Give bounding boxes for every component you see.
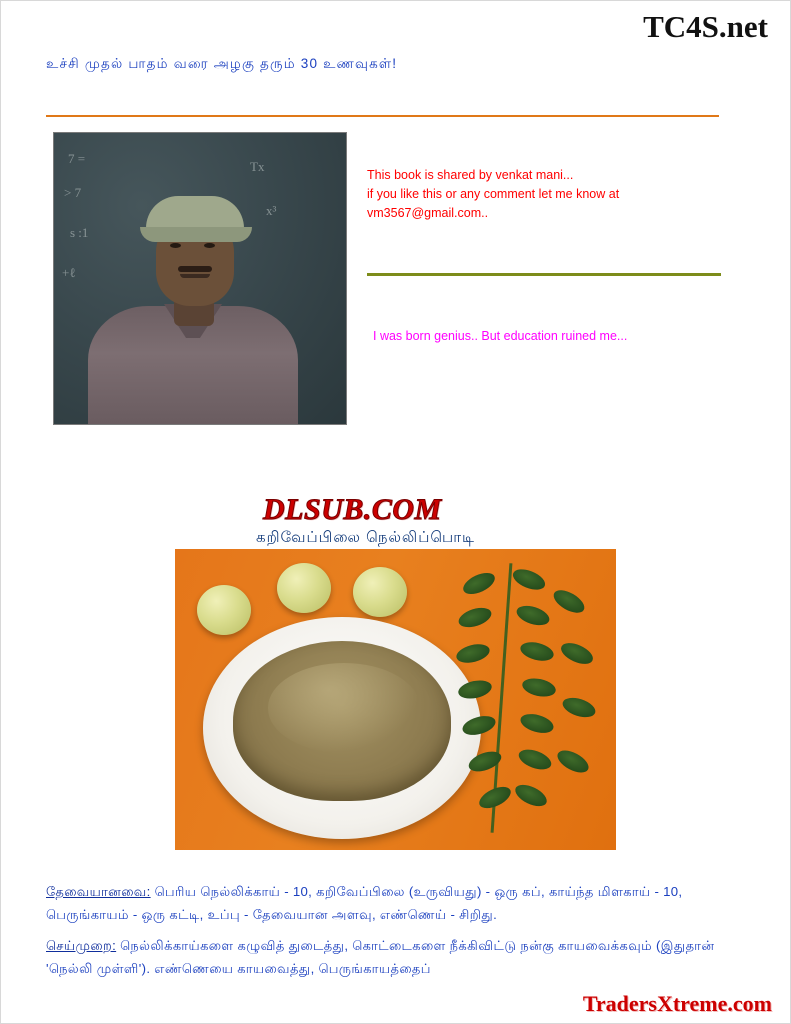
watermark-dlsub: DLSUB.COM — [263, 493, 442, 526]
eye-right — [204, 243, 215, 248]
curry-leaf-sprig — [456, 549, 616, 850]
share-note-line-1: This book is shared by venkat mani... — [367, 168, 574, 182]
recipe-photo — [175, 549, 616, 850]
leaf — [460, 713, 497, 739]
divider-orange — [46, 115, 719, 117]
cap-brim — [140, 227, 252, 242]
method-paragraph — [46, 934, 746, 980]
share-note — [367, 166, 619, 223]
quote-text: I was born genius.. But education ruined me... — [373, 329, 628, 343]
mouth — [180, 274, 210, 278]
divider-olive — [367, 273, 721, 276]
leaf — [550, 586, 588, 618]
gooseberry-1 — [197, 585, 251, 635]
leaf — [518, 711, 555, 737]
chalk-text-4: +ℓ — [62, 265, 76, 280]
portrait-photo — [53, 132, 347, 425]
leaf — [466, 748, 504, 776]
method-text: நெல்லிக்காய்களை கழுவித் துடைத்து, கொட்டைகளை நீக்கிவிட்டு நன்கு காயவைக்கவும் (இதுதான் 'நெல்லி முள்ளி'). எண்ணெயை காயவைத்து, பெருங்காயத்தைப் — [46, 938, 715, 976]
leaf — [554, 746, 592, 777]
gooseberry-3 — [353, 567, 407, 617]
person-figure — [88, 188, 298, 424]
chalk-text-3: s :1 — [70, 225, 89, 240]
leaf — [510, 565, 548, 593]
leaf — [456, 604, 494, 631]
leaf — [558, 639, 596, 668]
page-title: உச்சி முதல் பாதம் வரை அழகு தரும் 30 உணவுகள்! — [46, 56, 398, 71]
eye-left — [170, 243, 181, 248]
recipe-caption: கறிவேப்பிலை நெல்லிப்பொடி — [256, 529, 475, 546]
leaf — [514, 602, 552, 629]
leaf — [457, 678, 494, 702]
leaf — [460, 569, 498, 599]
chalk-text-2: > 7 — [64, 185, 82, 200]
share-note-email: vm3567@gmail.com.. — [367, 206, 489, 220]
leaf — [454, 641, 491, 666]
share-note-line-2: if you like this or any comment let me know at — [367, 187, 620, 201]
leaf — [512, 780, 550, 810]
leaf — [516, 746, 554, 774]
chalk-text-1: 7 = — [68, 151, 86, 166]
leaf — [521, 676, 558, 700]
leaf — [518, 639, 555, 664]
ingredients-paragraph — [46, 880, 746, 926]
method-label: செய்முறை: — [46, 938, 117, 953]
ingredients-text: பெரிய நெல்லிக்காய் - 10, கறிவேப்பிலை (உருவியது) - ஒரு கப், காய்ந்த மிளகாய் - 10, பெருங்காயம் - ஒரு கட்டி, உப்பு - தேவையான அளவு, எண்ணெய் - சிறிது. — [46, 884, 683, 922]
spice-powder — [233, 641, 451, 801]
gooseberry-2 — [277, 563, 331, 613]
leaf — [560, 694, 598, 721]
ingredients-label: தேவையானவை: — [46, 884, 151, 899]
watermark-tc4s: TC4S.net — [643, 9, 768, 44]
moustache — [178, 266, 212, 272]
chalk-text-6: x³ — [266, 203, 277, 218]
watermark-tradersxtreme: TradersXtreme.com — [582, 991, 772, 1016]
chalk-text-5: Tx — [250, 159, 265, 174]
